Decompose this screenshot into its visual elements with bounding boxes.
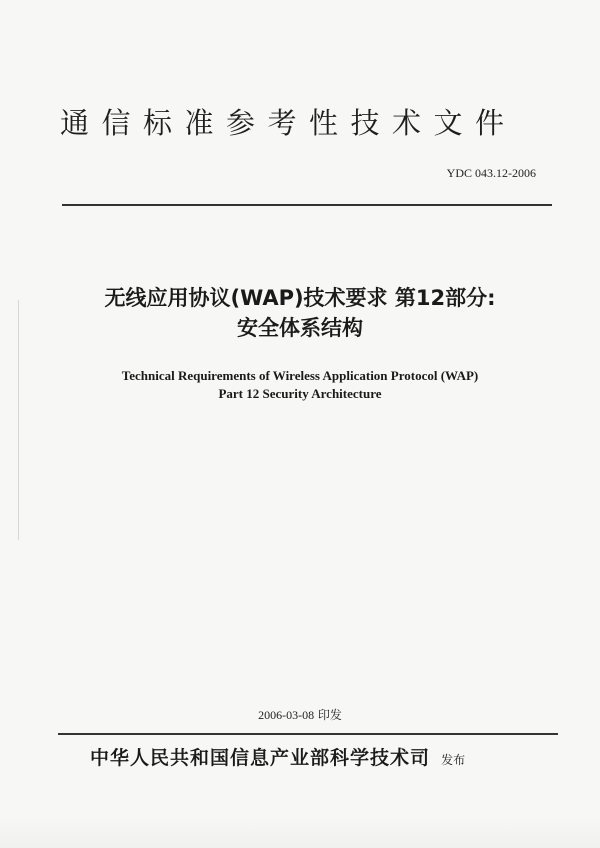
top-divider bbox=[62, 204, 552, 206]
bottom-divider bbox=[58, 733, 558, 735]
english-title-line-2: Part 12 Security Architecture bbox=[218, 386, 382, 401]
issuer-organization: 中华人民共和国信息产业部科学技术司 bbox=[90, 747, 431, 769]
english-title bbox=[0, 367, 600, 403]
scan-bottom-edge bbox=[0, 818, 600, 848]
english-title-line-1: Technical Requirements of Wireless Application Protocol (WAP) bbox=[121, 368, 479, 383]
chinese-title-line-2: 安全体系结构 bbox=[237, 316, 363, 340]
issue-date bbox=[0, 706, 600, 723]
issue-date-value: 2006-03-08 bbox=[258, 708, 315, 722]
issue-label: 印发 bbox=[317, 708, 342, 722]
publish-label: 发布 bbox=[441, 753, 466, 767]
document-number: YDC 043.12-2006 bbox=[446, 166, 536, 180]
chinese-title bbox=[0, 283, 600, 343]
document-category: 通信标准参考性技术文件 bbox=[60, 106, 517, 140]
issuer-line bbox=[90, 743, 465, 770]
chinese-title-line-1: 无线应用协议(WAP)技术要求 第12部分: bbox=[104, 286, 496, 310]
